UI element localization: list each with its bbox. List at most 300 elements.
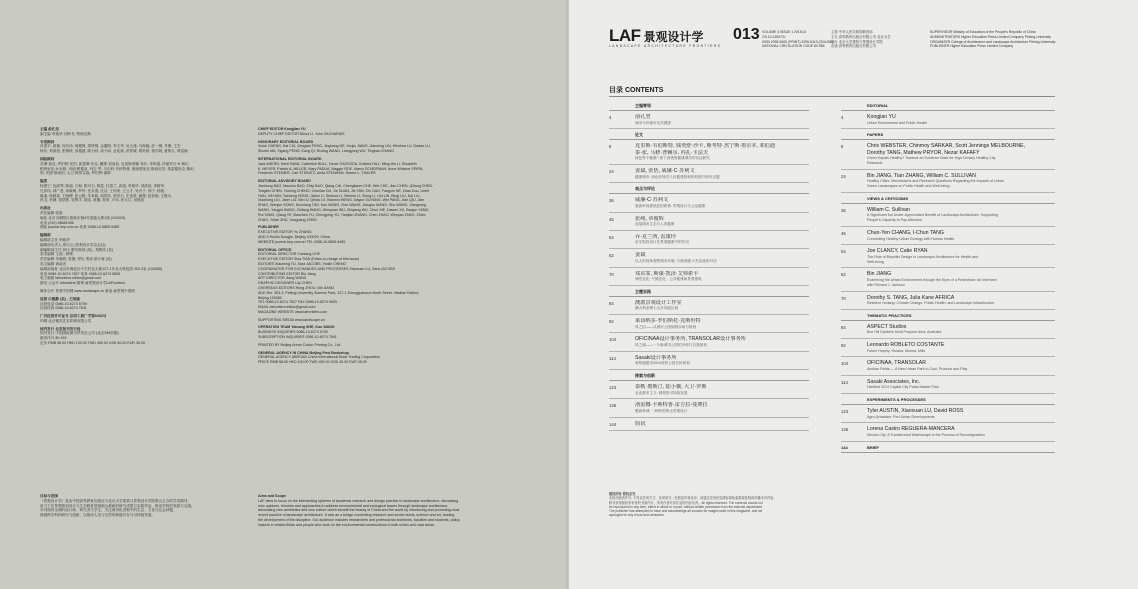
toc-entry-body [635,143,809,164]
masthead-line: 副主编 李迪华 付梅 孔·特朗克斯 [40,131,91,136]
masthead-line: CHIEF EDITOR Kongjian YU [258,127,306,131]
toc-title: Chris WEBSTER, Chinmoy SARKAR, Scott Jennings MELBOURNE, [867,143,1025,150]
toc-subtitle: Box Hill Gardens Multi Purpose Area, Australia [867,330,942,335]
toc-subtitle: Healthy Cities: Mechanisms and Research Questions Regarding the Impacts of Urban [867,179,1004,184]
masthead-line: ZHAO, Yufan ZHU, Yaoguang ZONG [258,217,317,222]
toc-title: 洛雷娜·卡斯特鲁·雷吉拉-曼赛拉 [635,402,708,409]
masthead-line: COORDINATOR FOR EXCHANGES AND PROCESSES Xiaoxuan LU, Sara JACOBS [258,266,396,271]
toc-entry [841,339,1055,357]
masthead-line: PRINTED BY Beijing Artron Colour Printing Co., Ltd. [258,342,342,347]
toc-entry [841,111,1055,129]
aims-line: 致力于在景观规划设计与生态修复领域展示最新的研究成果与实践作品，推动学科的发展与交流。 [40,503,195,508]
masthead-line: 网址 journal.hep.com.cn 传真 0086-10-5865 6485 [40,225,120,230]
toc-entry [609,268,809,286]
toc-indent [609,370,635,380]
toc-entry-body [867,248,1055,267]
masthead-line: 孔祥伟, 林广思, 刘晓明, 罗华, 任京燕, 沈洁, 王向荣, 王云才, 吴丹子, 徐宁, 杨锐, [40,188,166,193]
toc-section [841,394,1055,405]
toc-entry [609,315,809,333]
toc-section-label: VIEWS & CRITICISMS [867,195,909,201]
toc-title: Lorena Castro REGUERA-MANCERA [867,426,955,433]
copyright-line: The publisher has attempted to trace and acknowledge all sources for images used in this magazine, and we [609,509,763,514]
toc-section [609,183,809,194]
toc-title: 莱昂纳多·罗伯斯托·克斯坦特 [635,318,701,325]
copyright-notice [609,492,837,518]
masthead-line: 运营传真 0086-10-6274 7841 [40,306,87,311]
masthead-line: SHAO, Wenjun SONG, Kunxiang TAN, Kun WANG, Xiao WANG, Jianguo WANG, Shu WANG, Xiangrong [258,203,426,208]
toc-entry [841,268,1055,291]
toc-title: Dorothy S. TANG, Julia Kane AFRICA [867,294,955,301]
toc-page: 123 [609,385,617,391]
toc-entry [609,111,809,129]
toc-subtitle: 绿色等于健康? 基于高密度健康城市的实证研究 [635,156,710,161]
toc-entry [841,204,1055,227]
copyright-line: be reproduced in any form, either in whole or in part, without written permission from the editorial department. [609,504,763,509]
meta-line: CN 10-1150/TU [762,34,786,39]
aims-line: recent practice of landscape architecture. It acts as a bridge connecting research and social needs, science and art, leading [258,513,455,518]
aims-scope-chinese [40,494,245,534]
masthead-block [258,127,480,137]
toc-page: 70 [609,271,614,277]
toc-subtitle: Agro-Urbanism: Peri-Urban Developments [867,414,935,419]
masthead-block [258,140,480,154]
toc-entry-body [867,173,1055,192]
toc-page: 114 [609,355,616,361]
toc-entry [609,249,809,267]
masthead-line: 广告经营许可证号 京西工商广字第0432号 [40,314,107,319]
toc-page: 4 [609,115,612,120]
toc-entry-body [635,216,809,230]
masthead-line: WANG, Yangjin WANG, Zhifang WANG, Wenyuan WU, Zhiqiang WU, Chun XIE, Dawen XU, Baojun YANG, [258,207,430,212]
masthead-line: Beijing 100080 [258,295,282,300]
masthead-line: 编委 [40,179,48,184]
logo-laf: LAF [609,26,641,45]
toc-subtitle-cont: People's Capacity to Pay Attention [867,218,922,223]
toc-entry [609,297,809,315]
toc-page: 36 [609,198,614,204]
toc-subtitle: 风之田——从城市公园到游乐场与规划 [635,324,697,329]
toc-entry [841,227,1055,245]
toc-entry-body [867,114,1055,128]
toc-subtitle: Resilient Yuxiang: Climate Change, Public Health, and Landscape Infrastructure [867,301,995,306]
masthead-block [258,343,480,348]
masthead-block [258,318,480,323]
toc-entry [841,405,1055,423]
toc-title: 姜斌, 张恬, 威廉·C·苏利文 [635,168,695,175]
masthead-line: SUBSCRIPTION INQUIRIES 0086-10-6274 7841 [258,335,337,340]
masthead-line: 肖建平, 唐雄, 何历伟, 何健保, 蒙特维, 金鑫阳, 李文华, 吴大速, 马朗毅, 彭一刚, 齐康, 王宏 [40,144,181,149]
toc-title: Tyler AUSTIN, Xiaoxuan LU, David ROSS [867,408,964,415]
toc-subtitle: Examining the Urban Environment through the Eyes of a Pedestrian: An Interview [867,277,997,282]
toc-title: Chun-Yen CHANG, I-Chun TANG [867,230,944,237]
masthead-line: 定价 RMB 58.00 HKD 100.00 TWD 450.00 USD 40.00 EUR 35.00 [40,341,146,346]
toc-entry-body [635,197,809,211]
issue-meta [762,30,833,49]
masthead-line: 出版社 [40,206,51,211]
masthead-line: MAGAZINE WEBSITE www.lafrontiers.com [258,309,328,314]
masthead-line: 电话 0086-10-6274 7827 传真 0086-10-6274 5605 [40,271,121,276]
meta-line: 主办 高等教育出版社有限公司 北京大学 [831,34,891,39]
toc-title-cont: Dorothy TANG, Mathew PRYOR, Nezar KAFAFY [867,149,980,156]
toc-subtitle: 风之城——一个新城市公园的冷却与自我规划 [635,342,707,347]
toc-title: Sasaki设计事务所 [635,354,677,361]
masthead-block [258,248,480,315]
masthead-line: 英文编辑 黄淑贞 [40,261,67,266]
copyright-line: 除非获得版权所有者的书面许可。所有作者对其作品的内容负责。All rights reserved. The contents should not [609,500,763,505]
masthead-line: GRAPHIC DESIGNER Lily CHEN [258,281,312,286]
sponsor-chinese [831,30,891,49]
toc-subtitle: 亲生物性设计在景观健康中的作用 [635,240,689,245]
toc-entry-body [867,379,1055,393]
toc-title: Kongjian YU [867,114,896,120]
masthead-line: EDITORS Xiaoming TU, Sara JACOBS, Yanlin CHENG [258,261,347,266]
aims-line: new opinions, theories and approaches to address environmental and ecological issues through landscape architecture, [258,503,449,508]
masthead-line: 运营电话 0086-10-6274 5759 [40,301,87,306]
masthead-line: 印刷 北京雅昌艺术印刷有限公司 [40,318,92,323]
toc-entry [609,213,809,231]
masthead-line: 杨东, 刘滨谊, 张锦秋, 邹德慈, 陈为邦, 周干峙, 孟兆祯, 洪铁城, 郑时龄, 钱学明, 夏铸九, 黄富厢 [40,149,188,154]
toc-title: Bin JIANG, Tian ZHANG, William C. SULLIVAN [867,172,976,179]
masthead-line: EDITORIAL OFFICE [258,247,292,252]
masthead-line: BUSINESS INQUIRIES 0086-10-6274 5759 [258,330,328,335]
toc-title: 简讯 [635,420,646,427]
toc-subtitle: 弹性变化: 气候变化、公共健康和景观建筑 [635,277,702,282]
masthead-line: 媒体合作 景观中国网 www.landscape.cn 新浪 @景观中国网 [40,288,135,293]
toc-entry-body [635,271,809,285]
toc-page: 144 [609,421,617,427]
masthead-line: OVERSEAS EDITORS Hong ZHOU, Bin JIANG [258,285,335,290]
aims-heading: 目标与范围 [40,494,58,498]
toc-title: ASPECT Studios [867,323,907,330]
meta-line: SUPERVISOR Ministry of Education of the People's Republic of China [930,30,1036,34]
toc-entry [609,399,809,417]
toc-subtitle: Urban Environment and Public Health [867,120,928,125]
masthead-block [258,225,480,244]
masthead-line: 编辑部负责人 廖巧云 (景观设计学杂志社) [40,242,106,247]
masthead-line: Tongbin CHEN, Yuming CHENG, Chunlan DU, Jie DUAN, Jie FAN, Chi GAO, Fangxin HE, Zhan Dou, Linfei [258,188,430,193]
aims-line: 本刊面向全球的设计师、研究者与学生，关注城市化进程中的生态、文化与社会问题， [40,508,177,513]
masthead-block [258,325,480,339]
masthead-line: Rui YANG, Qiang YE, Baozhen YU, Chengping YU, Tianjian ZHANG, Chen ZHAO, Wenyan ZHAO, Zhibo [258,212,426,217]
issue-number: 013 [733,26,760,43]
masthead-chinese-column [40,127,245,467]
masthead-line: Frederick STEINER, Carl STEINITZ, Anita STENHAM, Robert L. THAYER [258,171,376,176]
aims-heading: Aims and Scope [258,494,286,498]
toc-entry-body [867,360,1055,374]
toc-entry [609,140,809,165]
toc-page: 70 [841,295,846,301]
toc-entry [609,418,809,432]
masthead-line: EDITORIAL ADVISORY BOARD [258,179,311,184]
toc-page: 104 [609,337,617,343]
toc-subtitle: 重新审视被低估的联系: 景观设计与公众健康 [635,203,706,208]
toc-page: 123 [841,409,849,415]
masthead-line: 帕特里克·A·米勒, 玛丽·帕德亚, 玛吉·罗, 马尔科·肖伊特曼, 佛里德里克·斯坦尼茨, 弗雷德里克·斯坦 [40,166,194,171]
aims-line: makers in related fields and people who work on the environmental constructions in both urban and rural areas. [258,522,435,527]
masthead-line: ART DIRECTOR Jiang WANG [258,276,307,281]
toc-section [841,442,1055,453]
toc-section [841,310,1055,321]
masthead-line: WEBSITE journal.hep.com.cn TEL 0086-10-5865 6485 [258,239,346,244]
toc-section [841,129,1055,140]
toc-section-label: EDITORIAL [867,103,889,108]
toc-entry-body [635,168,809,182]
toc-subtitle-cont: Green Landscapes on Public Health and Well-being [867,184,950,189]
toc-page: 104 [841,361,849,367]
toc-subtitle-cont: Well-being [867,259,884,264]
toc-title: 俞孔坚 [635,114,651,120]
toc-section-label: 探索与创新 [635,373,655,379]
toc-title: 姜斌 [635,252,646,259]
toc-subtitle: 连接城市生态与人类健康 [635,222,675,227]
toc-subtitle: Hartford 2014 Capital City Parks Master Plan [867,385,939,390]
toc-title: OFICINAA, TRANSOLAR [867,360,926,367]
logo-chinese: 景观设计学 [643,30,704,44]
copyright-heading: 版权所有 侵权必究 [609,492,636,496]
toc-subtitle: Future Hopely: Hulana, Meuna, Mills [867,348,926,353]
toc-title: Bin JIANG [867,271,892,278]
toc-entry-body [635,318,809,332]
masthead-line: 编辑部主任 李迪华 [40,237,70,242]
toc-title: 邓东霏, 斯康·凯泽·艾弗索卡 [635,270,699,277]
masthead-line: 责任编辑 张晗 [40,210,63,215]
masthead-block [40,314,245,324]
toc-section-label: THEMATIC PRACTICES [867,312,912,318]
masthead-line: Xiaohong LIU, Jiwei LIU, Bin LV, Qindu LV, Xianmin WENG, Dayun OUYANG, Wei PANG, Jian QIU, Jian [258,198,425,203]
toc-section [609,286,809,297]
masthead-block [258,157,480,176]
masthead-line: 纳, 安德·斯坦因, 大卫·斯蒂芬森, 罗伯特·塞耶 [40,171,111,176]
masthead-line: 专家顾问 [40,139,55,144]
toc-section-label: BRIEF [867,444,879,450]
masthead-line: Xiuke CHENG, Kai CUI, Zengwei FENG, Jinghang HE, Youjiu JIANG, Jianming LIN, Wenhua LU, Dadao LU, [258,144,431,149]
toc-page: 45 [841,231,846,237]
toc-indent [841,193,867,203]
aims-scope-english [258,494,480,534]
contents-rule [609,96,1055,97]
toc-subtitle: 以人的视角观察城市环境: 与理查德·J·杰克逊的对话 [635,258,717,263]
masthead-line: ADD Rm. 303-3, Peking University Science Park, 127-1 Zhongguancun North Street, Haidian District, [258,290,419,295]
copyright-line: apologize for any errors and omissions. [609,513,665,518]
masthead-line: EXECUTIVE EDITOR Sina TIAN (Editor-in-charge of this issue) [258,257,360,262]
masthead-line: GENERAL AGENCY ABROAD China International Book Trading Corporation [258,355,381,360]
masthead-block [40,327,245,346]
toc-entry [609,231,809,249]
masthead-block [40,127,245,137]
masthead-line: 地址 北京市朝阳区惠新东街4号富盛大厦1座 (100029) [40,215,126,220]
masthead-line: TEL 0086-10-6274 7827 FAX 0086-10-6274 5605 [258,300,337,305]
toc-page: 84 [609,300,614,306]
masthead-line: Jack AHERN, Henri BAVA, Catherine BULL, Dever GAZVODA, Kristina HILL, Ming-Hsi LI, Elizabeth [258,161,417,166]
toc-entry-body [867,143,1055,169]
toc-page: 24 [841,173,846,179]
toc-page: 136 [609,403,617,409]
toc-subtitle-cont: with Richard J. Jackson [867,282,905,287]
meta-line: NATIONAL CIRCULATION CODE 80-985 [762,44,825,49]
toc-english [841,100,1055,453]
masthead-line: Jianhong BAO, Maozhu BAO, Zhiyi BAO, Qiang CAI, Chenglianm CHE, Wei CHE, Jian CHEN, Qiliang CHEN, [258,183,433,188]
toc-entry [841,245,1055,268]
toc-indent [841,129,867,139]
toc-indent [841,310,867,320]
toc-entry-body [635,384,809,398]
toc-page: 92 [609,319,614,325]
toc-page: 92 [841,343,846,349]
toc-page: 8 [609,144,612,150]
meta-line: ISSN 2095-5405 (PRINT) 2095-5413 (ONLINE) [762,39,834,44]
masthead-line: INTERNATIONAL EDITORIAL BOARD [258,156,322,161]
toc-title: Sasaki Associates, Inc. [867,378,921,385]
aims-line: LAF aims to focus on the intersecting spheres of academic research and design practice in landscape architecture, discussing [258,498,459,503]
masthead-block [40,140,245,154]
aims-line: advocating new aesthetics and new culture which benefit the beauty of China and the world by introducing and promoting most [258,508,460,513]
right-page-contents [569,0,1138,589]
toc-entry-body [867,324,1055,338]
masthead-line: 杨建宁, 包丽琴, 陈福, 白柯, 陈可石, 陈雷, 杜春兰, 高翅, 李迪华, 刘滨谊, 李树华, [40,183,166,188]
toc-indent [609,129,635,139]
masthead-line: 电话 (010) 58581096 [40,220,74,225]
toc-entry-body [867,230,1055,244]
aims-line: 《景观设计学》是由中国高等教育出版社与北京大学建筑与景观设计学院联合主办的学术期刊， [40,498,191,503]
toc-page: 136 [841,427,849,433]
toc-indent [609,183,635,193]
meta-line: ADMINISTRATORS Higher Education Press Limited Company Peking University [930,34,1052,39]
toc-entry [841,376,1055,394]
masthead-line: HAN, Xili HAN, Yacheng HONG, Jiakui LI, Shuhua LI, Weimin LI, Xiong LI, Hui LIN, Bingi LIU, Kai LIU, [258,193,421,198]
masthead-line: 美术编辑 王丽 , 林珊 [40,252,73,257]
toc-entry-body [867,408,1055,422]
toc-subtitle: The Role of Biophilic Design in Landscape Architecture for Health and [867,254,979,259]
logo-subtitle: LANDSCAPE ARCHITECTURE FRONTIERS [609,44,722,48]
masthead-line: 编辑部地址 北京市海淀区中关村北大街127-1号北大科技园 303-3室 (100080) [40,266,163,271]
toc-section-label: 主编寄语 [635,103,651,108]
masthead-line: 姚朋, 杨晓春, 王晓俊, 张云路, 朱育帆, 周国年, 张晋石, 庄优波, 翟俊, 赵智聪, 王胜永, [40,193,173,198]
toc-subtitle: A Significant but Under-Appreciated Benefit of Landscape Architecture: Supporting [867,213,999,218]
masthead-line: EDITORIAL DIRECTOR Yuekang CHE [258,252,320,257]
toc-entry-body [635,234,809,248]
toc-section [609,370,809,381]
toc-entry [609,333,809,351]
masthead-line: 责任编辑 朱晓燕, 张静, 伊比·弗洛 胡小蓉 (美) [40,257,112,262]
toc-entry-body [635,300,809,314]
toc-subtitle-cont: Research [867,161,883,166]
toc-subtitle: 健康城市: 绿色环境对人体健康影响的机制与研究议题 [635,174,720,179]
aims-line: the development of the discipline. Our audience includes researchers and professional architects, faculties and students, policy [258,517,460,522]
masthead-line: CONTRIBUTING EDITOR Bin Jiang [258,271,316,276]
masthead-line: DEPUTY CHIEF EDITOR Dihua LI, John ZACHARIAS [258,131,345,136]
toc-entry-body [635,336,809,350]
toc-entry [609,194,809,212]
aims-line: 鼓励跨学科的研究与创新，以推动人类与自然的和谐共存与可持续发展。 [40,513,155,518]
toc-subtitle: Green Equals Healthy? Towards an Evidence Base for High Density Healthy City [867,156,996,161]
masthead-line: GENERAL AGENCY IN CHINA Beijing Post Bookshop [258,350,349,355]
masthead-line: PRICE RMB 58.00 HKD 100.00 TWD 450.00 USD 40.00 EUR 35.00 [258,360,367,365]
toc-title: 克里斯·韦伯斯特, 钱奕舒·沙卡, 斯考特·杰宁斯·墨尔本, 邓伯迪 [635,143,776,150]
masthead-block [40,233,245,286]
toc-page: 8 [841,144,844,150]
toc-entry-body [867,295,1055,309]
toc-title: 威廉·C·苏利文 [635,197,669,204]
toc-page: 54 [841,249,846,255]
toc-entry-body [867,207,1055,226]
toc-subtitle: 城市与环境可以共健康 [635,120,671,125]
toc-page: 54 [609,234,614,240]
toc-entry [841,140,1055,170]
masthead-line: Shuxin MA, Yigang PENG, Kang QI, Ruxing WANG, Liangyong WU, Tinghao ZHANG [258,149,394,154]
toc-entry [841,321,1055,339]
masthead-block [40,179,245,203]
toc-entry-body [635,252,809,266]
toc-page: 144 [841,444,848,450]
contents-title: 目录 CONTENTS [609,87,664,94]
copyright-line: 未经出版者许可, 不得以任何方式、任何形式（包括复印和录音）或通过任何信息储存和检索系统复制或传播本刊内容, [609,496,775,501]
laf-logo [609,28,704,44]
toc-page: 62 [609,253,614,259]
masthead-line: 微信 公众号 lafrontiers 微博 @景观设计学LAFrontiers [40,281,126,286]
toc-section-label: 论文 [635,132,643,138]
toc-page: 84 [841,324,846,330]
toc-page: 45 [609,216,614,222]
toc-indent [609,100,635,110]
toc-section [609,129,809,140]
meta-line: PUBLISHER Higher Education Press Limited Company [930,44,1014,49]
masthead-line: EMAIL lafrontiers.editor@gmail.com [258,305,316,310]
toc-entry [841,170,1055,193]
masthead-line: 编辑部 [40,233,51,238]
masthead-line: 苏珊·迪克, 罗伯特·托伯, 凯瑟琳·布拉, 戴维·加西亚, 克里斯蒂娜·希尔, 李鸣翔, 伊丽莎白·K·梅尔, [40,161,190,166]
masthead-line: PUBLISHER [258,225,279,230]
masthead-line: 主编 俞孔坚 [40,127,59,131]
masthead-line: 国际顾问 [40,156,55,161]
toc-title: Joe CLANCY, Catie RYAN [867,248,928,255]
meta-line: 出版 高等教育出版社有限公司 [831,44,877,49]
toc-entry [841,357,1055,375]
toc-entry-body [635,355,809,369]
toc-entry [841,423,1055,441]
masthead-line: 运营 白雅静 (美) , 王雨涵 [40,296,80,301]
toc-indent [841,100,867,110]
masthead-english-column [258,127,480,467]
toc-page: 62 [841,272,846,278]
toc-section-label: EXPERIMENTS & PROCESSES [867,397,926,403]
masthead-block [40,157,245,176]
toc-title: 张纯, 章俊辉 [635,215,664,222]
toc-section [841,100,1055,111]
toc-title: 泰勒·奥斯汀, 陆小骥, 大卫·罗斯 [635,384,707,391]
masthead-block [258,179,480,222]
meta-line: 主管 中华人民共和国教育部 [831,30,873,34]
masthead-line: 国外发行 中国国际图书贸易总公司 (北京399信箱) [40,331,119,336]
toc-subtitle: Mexico City: A Transformed Waterscape in the Process of Reconfiguration [867,432,985,437]
masthead-line: 孙卫, 李静, 曾跃栋, 吴隽宇, 胡洁, 黄刚, 詹荣, 卢冰, 孙大江, 吴焕加 [40,198,145,203]
toc-page: 4 [841,115,844,120]
meta-line: ORGANIZER College of Architecture and Landscape Architecture Peking University [930,39,1056,44]
masthead-block [40,297,245,311]
toc-entry [609,165,809,183]
toc-section-label: PAPERS [867,132,884,138]
masthead-block [40,289,245,294]
toc-title: 乔·克兰西, 雷康玲 [635,233,676,240]
toc-entry-body [867,342,1055,356]
toc-entry-body [635,402,809,416]
toc-subtitle: Aeolian Fields — A New Urban Park to Cool, Produce and Play [867,366,968,371]
masthead-line: EXECUTIVE EDITOR Yu ZHANG [258,230,312,235]
toc-section-label: 观点与评论 [635,186,655,192]
toc-entry [841,292,1055,310]
masthead-line: K. MEYER, Patrick A. MILLER, Mary PADUA, Maggie ROE, Marco SCHEIFMAN, Anne Whiston SPIRN, [258,166,424,171]
sponsor-english [930,30,1055,49]
toc-entry-body [867,271,1055,290]
